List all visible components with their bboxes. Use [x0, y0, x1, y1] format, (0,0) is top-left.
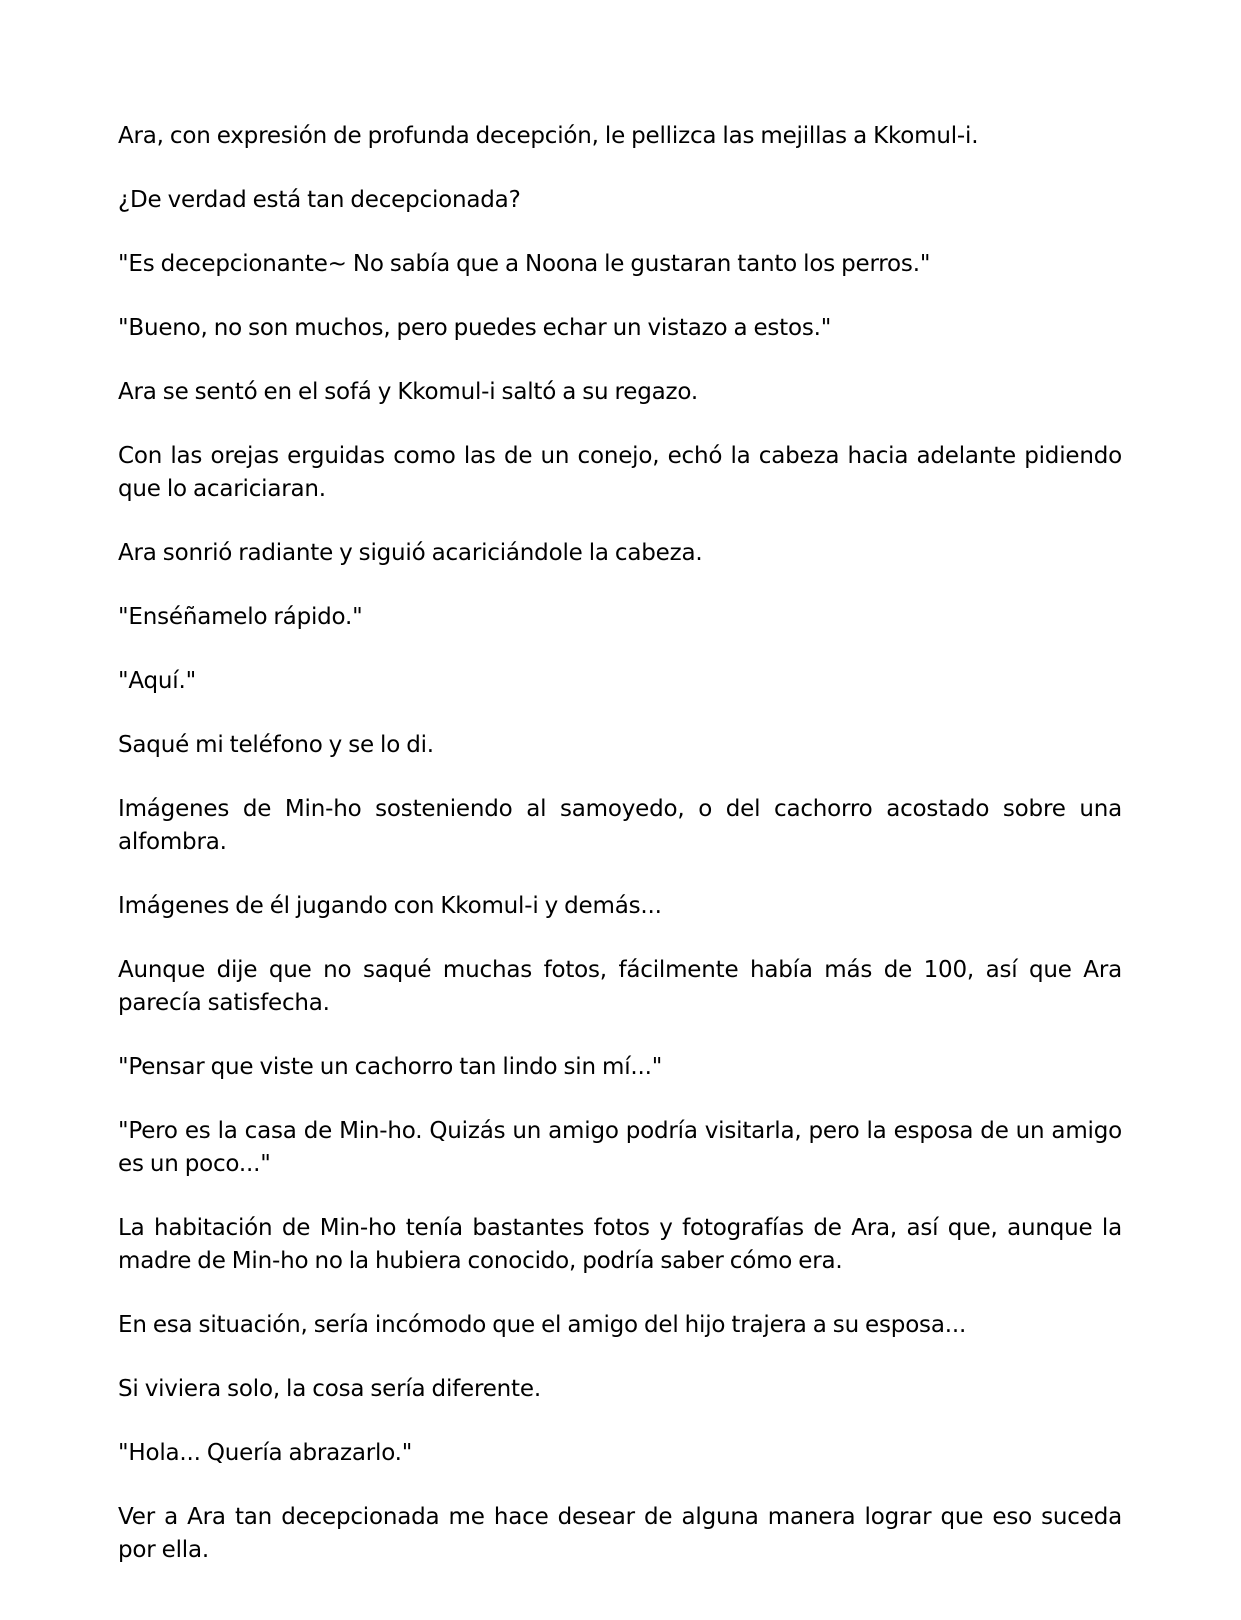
paragraph: "Pero es la casa de Min-ho. Quizás un amigo podría visitarla, pero la esposa de un amigo es un poco..." [118, 1118, 1122, 1177]
paragraph: Imágenes de Min-ho sosteniendo al samoyedo, o del cachorro acostado sobre una alfombra. [118, 796, 1122, 855]
paragraph: Ara, con expresión de profunda decepción, le pellizca las mejillas a Kkomul-i. [118, 123, 979, 149]
paragraph: Imágenes de él jugando con Kkomul-i y demás... [118, 893, 662, 919]
paragraph: Ver a Ara tan decepcionada me hace desear de alguna manera lograr que eso suceda por ella. [118, 1504, 1122, 1563]
paragraph: "Hola... Quería abrazarlo." [118, 1440, 413, 1466]
paragraph: Ara sonrió radiante y siguió acariciándole la cabeza. [118, 540, 703, 566]
paragraph: "Pensar que viste un cachorro tan lindo sin mí..." [118, 1054, 663, 1080]
paragraph: Si viviera solo, la cosa sería diferente. [118, 1376, 541, 1402]
paragraph: Ara se sentó en el sofá y Kkomul-i saltó a su regazo. [118, 379, 698, 405]
paragraph: "Enséñamelo rápido." [118, 604, 363, 630]
paragraph: ¿De verdad está tan decepcionada? [118, 187, 521, 213]
paragraph: Con las orejas erguidas como las de un conejo, echó la cabeza hacia adelante pidiendo que lo acariciaran. [118, 443, 1122, 502]
paragraph: Aunque dije que no saqué muchas fotos, fácilmente había más de 100, así que Ara parecía satisfecha. [118, 957, 1122, 1016]
paragraph: "Aquí." [118, 668, 196, 694]
document-body [118, 120, 1122, 1598]
paragraph: "Es decepcionante~ No sabía que a Noona le gustaran tanto los perros." [118, 251, 931, 277]
paragraph: Saqué mi teléfono y se lo di. [118, 732, 434, 758]
paragraph: La habitación de Min-ho tenía bastantes fotos y fotografías de Ara, así que, aunque la madre de Min-ho no la hubiera conocido, podría saber cómo era. [118, 1215, 1122, 1274]
paragraph: En esa situación, sería incómodo que el amigo del hijo trajera a su esposa... [118, 1312, 967, 1338]
paragraph: "Bueno, no son muchos, pero puedes echar un vistazo a estos." [118, 315, 832, 341]
